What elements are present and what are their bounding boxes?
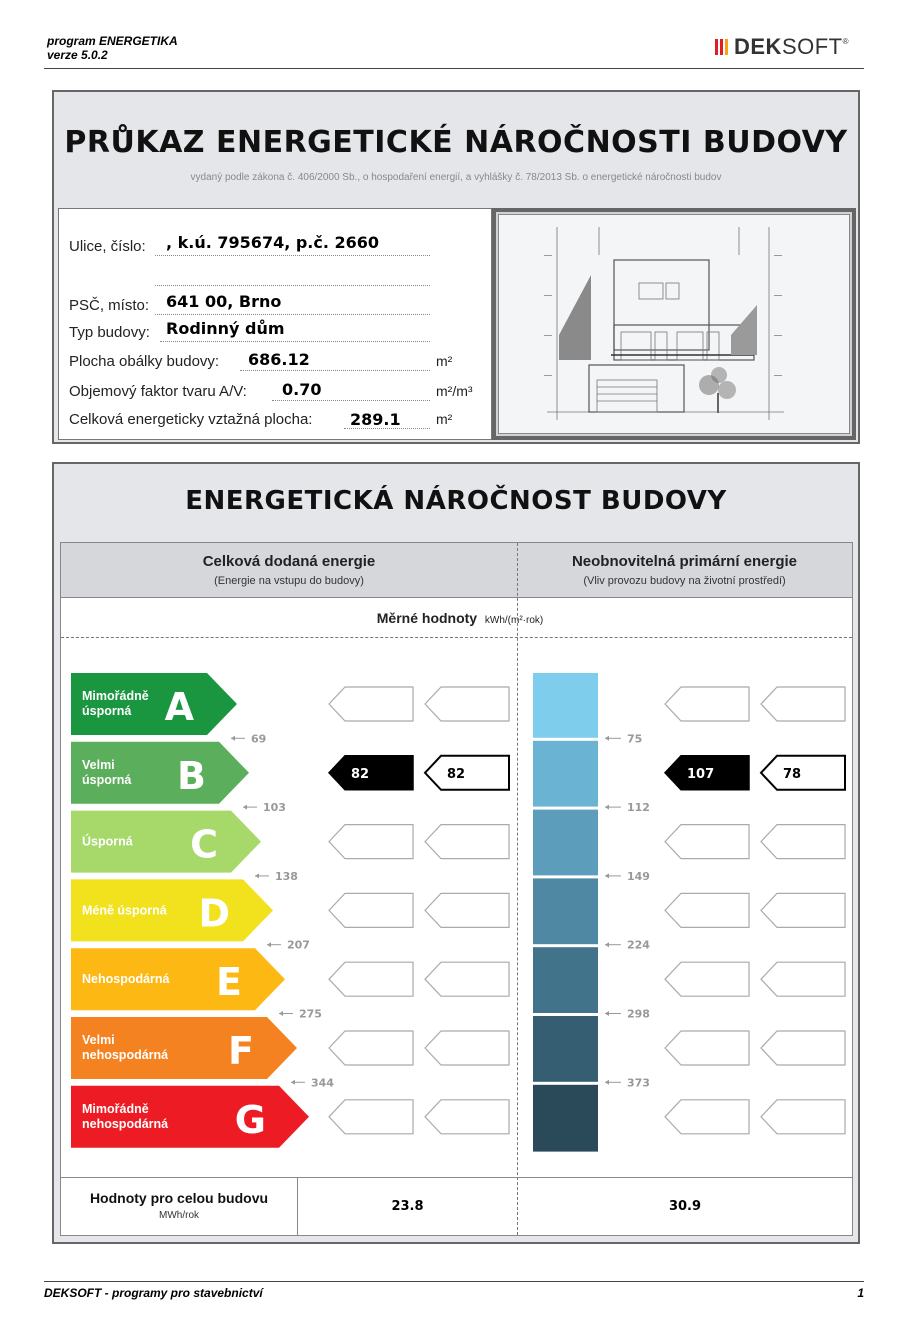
shape-factor-value: 0.70 (282, 380, 322, 399)
primary-scale-segment (533, 945, 598, 1014)
primary-scale-segment (533, 739, 598, 808)
reference-value-marker (425, 756, 509, 790)
class-label: nehospodárná (82, 1048, 169, 1062)
threshold-arrow-head (605, 736, 609, 741)
threshold-arrow-head (255, 873, 259, 878)
program-name: program ENERGETIKA (47, 34, 178, 48)
whole-building-unit: MWh/rok (159, 1210, 199, 1221)
class-letter: E (216, 960, 242, 1005)
empty-value-marker (329, 1100, 413, 1134)
envelope-value: 686.12 (248, 350, 310, 369)
primary-scale-separator (533, 875, 598, 878)
envelope-label: Plocha obálky budovy: (69, 353, 220, 370)
reference-value-marker (761, 756, 845, 790)
whole-building-label: Hodnoty pro celou budovu (89, 1190, 269, 1206)
empty-value-marker (425, 962, 509, 996)
left-column-title: Celková dodaná energie (202, 553, 376, 570)
logo-text-light: SOFT (781, 34, 843, 59)
primary-scale-segment (533, 808, 598, 877)
class-label: nehospodárná (82, 1116, 169, 1131)
threshold-arrow-head (267, 942, 271, 947)
specific-values-text: Měrné hodnoty (376, 610, 478, 626)
class-letter: A (164, 685, 194, 729)
threshold-arrow-head (279, 1011, 283, 1016)
primary-scale-separator (533, 944, 598, 947)
class-label: Velmi (82, 1033, 115, 1047)
threshold-arrow-head (605, 1011, 609, 1016)
empty-value-marker (665, 825, 749, 859)
class-label: úsporná (82, 772, 132, 787)
empty-value-marker (329, 962, 413, 996)
left-threshold-value: 138 (275, 869, 298, 883)
empty-value-marker (425, 1100, 509, 1134)
class-label: úsporná (82, 704, 132, 718)
right-threshold-value: 224 (627, 938, 650, 952)
primary-scale-segment (533, 876, 598, 945)
empty-value-marker (329, 893, 413, 927)
threshold-arrow-head (605, 1080, 609, 1085)
street-label: Ulice, číslo: (69, 238, 146, 255)
logo-registered: ® (842, 37, 849, 46)
class-label: Mimořádně (82, 689, 149, 703)
page-number: 1 (857, 1286, 864, 1300)
right-threshold-value: 373 (627, 1076, 650, 1090)
reference-value: 82 (447, 766, 466, 782)
threshold-arrow-head (605, 942, 609, 947)
empty-value-marker (665, 687, 749, 721)
primary-scale-separator (533, 738, 598, 741)
class-label: Nehospodárná (82, 972, 170, 987)
city-label: PSČ, místo: (69, 297, 150, 314)
envelope-unit: m² (436, 353, 453, 369)
threshold-arrow-head (291, 1080, 295, 1085)
type-label: Typ budovy: (69, 324, 150, 341)
empty-value-marker (425, 1031, 509, 1065)
empty-value-marker (761, 1100, 845, 1134)
empty-value-marker (665, 1031, 749, 1065)
threshold-arrow-head (243, 805, 247, 810)
left-threshold-value: 69 (251, 732, 267, 746)
logo-text-bold: DEK (734, 34, 782, 59)
area-value: 289.1 (350, 410, 401, 429)
program-version: verze 5.0.2 (47, 48, 108, 62)
specific-values-unit: kWh/(m²·rok) (484, 615, 544, 626)
building-value: 82 (351, 766, 370, 782)
primary-scale-segment (533, 1083, 598, 1152)
empty-value-marker (425, 893, 509, 927)
building-value: 107 (687, 766, 715, 782)
area-unit: m² (436, 411, 453, 427)
street-value: , k.ú. 795674, p.č. 2660 (166, 233, 380, 252)
class-letter: C (190, 822, 218, 867)
empty-value-marker (425, 825, 509, 859)
class-label: Úsporná (82, 834, 133, 849)
class-letter: D (198, 891, 230, 936)
threshold-arrow-head (605, 873, 609, 878)
certificate-subtitle: vydaný podle zákona č. 406/2000 Sb., o hospodaření energií, a vyhlášky č. 78/2013 Sb. o energetické náročnosti budov (190, 172, 722, 183)
right-column-title: Neobnovitelná primární energie (571, 553, 798, 570)
class-label: Méně úsporná (82, 903, 167, 918)
empty-value-marker (425, 687, 509, 721)
whole-building-delivered: 23.8 (391, 1199, 424, 1214)
building-value-marker (329, 756, 413, 790)
primary-scale-separator (533, 1013, 598, 1016)
area-label: Celková energeticky vztažná plocha: (69, 411, 313, 428)
right-column-subtitle: (Vliv provozu budovy na životní prostředí) (583, 575, 786, 587)
footer-company: DEKSOFT - programy pro stavebnictví (44, 1286, 263, 1300)
empty-value-marker (665, 1100, 749, 1134)
footer-rule (44, 1281, 864, 1282)
empty-value-marker (761, 962, 845, 996)
primary-scale-segment (533, 1014, 598, 1083)
class-letter: F (228, 1029, 254, 1073)
threshold-arrow-head (231, 736, 235, 741)
class-label: Mimořádně (82, 1101, 149, 1116)
primary-scale-separator (533, 1082, 598, 1085)
empty-value-marker (329, 687, 413, 721)
class-letter: B (177, 753, 206, 798)
left-threshold-value: 103 (263, 801, 286, 815)
whole-building-primary: 30.9 (668, 1199, 702, 1214)
empty-value-marker (665, 893, 749, 927)
class-label: Velmi (82, 757, 115, 772)
empty-value-marker (761, 893, 845, 927)
empty-value-marker (761, 687, 845, 721)
primary-scale-segment (533, 673, 598, 739)
energy-title: ENERGETICKÁ NÁROČNOST BUDOVY (185, 486, 727, 516)
left-column-subtitle: (Energie na vstupu do budovy) (214, 575, 364, 587)
empty-value-marker (329, 825, 413, 859)
left-threshold-value: 275 (299, 1007, 322, 1021)
left-threshold-value: 344 (311, 1076, 334, 1090)
empty-value-marker (761, 825, 845, 859)
reference-value: 78 (783, 766, 802, 782)
empty-value-marker (329, 1031, 413, 1065)
threshold-arrow-head (605, 805, 609, 810)
left-threshold-value: 207 (287, 938, 310, 952)
shape-factor-label: Objemový faktor tvaru A/V: (69, 383, 247, 400)
right-threshold-value: 298 (627, 1007, 650, 1021)
primary-scale-separator (533, 807, 598, 810)
class-letter: G (234, 1097, 266, 1142)
right-threshold-value: 75 (627, 732, 643, 746)
empty-value-marker (761, 1031, 845, 1065)
type-value: Rodinný dům (166, 319, 285, 338)
city-value: 641 00, Brno (166, 292, 282, 311)
shape-factor-unit: m²/m³ (436, 383, 473, 399)
empty-value-marker (665, 962, 749, 996)
certificate-title: PRŮKAZ ENERGETICKÉ NÁROČNOSTI BUDOVY (64, 125, 848, 160)
right-threshold-value: 112 (627, 801, 650, 815)
whole-building-row-border (61, 1177, 852, 1178)
right-threshold-value: 149 (627, 869, 650, 883)
